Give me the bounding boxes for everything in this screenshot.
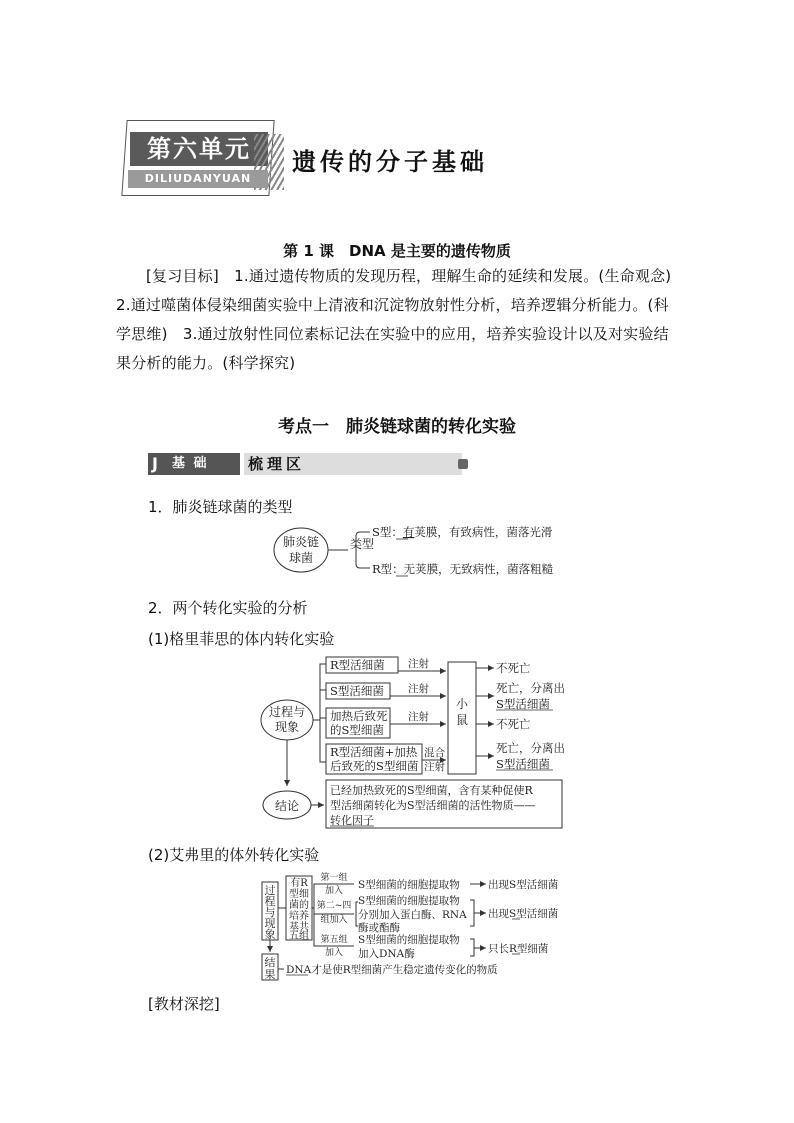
- heading-avery: (2)艾弗里的体外转化实验: [148, 846, 320, 864]
- avery-process-char: 现: [264, 917, 276, 930]
- section-bar-left-label: 基 础: [172, 456, 209, 471]
- griffith-box-s-dead-l2: 的S型细菌: [330, 723, 384, 737]
- section-bar-right-label: 梳理区: [248, 455, 306, 473]
- avery-g1-result: 出现S型活细菌: [488, 879, 559, 891]
- avery-g2-right-brace: [470, 900, 474, 926]
- griffith-inject-4: 注射: [424, 761, 445, 773]
- review-goals: [复习目标] 1.通过遗传物质的发现历程，理解生命的延续和发展。(生命观念) 2.通过噬菌体侵染细菌实验中上清液和沉淀物放射性分析，培养逻辑分析能力。(科学思维) 3.通过放射性同位素标记法在实验中的应用，培养实验设计以及对实验结果分析的能力。(科学探究): [116, 267, 687, 372]
- griffith-bracket: [320, 664, 326, 762]
- griffith-box-s-dead-l1: 加热后致死: [330, 709, 388, 723]
- griffith-box-s-live-text: S型活细菌: [330, 684, 384, 698]
- griffith-result-3: 不死亡: [496, 717, 531, 731]
- avery-diagram: [258, 868, 574, 984]
- griffith-result-1: 不死亡: [496, 661, 531, 675]
- griffith-diagram: [250, 652, 570, 834]
- griffith-result-4-l2: S型活细菌: [496, 757, 550, 771]
- unit-badge: [118, 116, 280, 198]
- textbook-deep-dive: [教材深挖]: [148, 995, 220, 1013]
- avery-group-char: 有R: [290, 878, 308, 889]
- section-bar-end-mark: [458, 459, 468, 469]
- avery-g2-sub3: 酶或酯酶: [358, 922, 400, 934]
- griffith-process-l2: 现象: [274, 720, 300, 734]
- avery-g2-sub2: 分别加入蛋白酶、RNA: [358, 909, 467, 921]
- types-r-prefix: R型：: [372, 562, 404, 576]
- avery-g3-result: 只长R型细菌: [488, 943, 549, 955]
- griffith-result-2-l1: 死亡，分离出: [496, 681, 565, 695]
- section-bar-icon: J: [152, 454, 158, 473]
- avery-result-char: 果: [264, 968, 276, 981]
- griffith-mouse-l1: 小: [455, 697, 469, 711]
- avery-g1-sub: S型细菌的细胞提取物: [358, 879, 460, 891]
- avery-g3-sub2: 加入DNA酶: [358, 948, 415, 960]
- avery-process-char: 与: [264, 906, 276, 919]
- types-s-key: 有: [402, 525, 415, 539]
- avery-g2-sub1: S型细菌的细胞提取物: [358, 895, 460, 907]
- avery-process-char: 过: [264, 884, 276, 897]
- avery-g2-bottom: 组加入: [320, 915, 348, 925]
- avery-process-char: 程: [264, 895, 276, 908]
- types-s: [372, 525, 553, 539]
- avery-group-char: 培养: [289, 911, 309, 922]
- avery-g3-sub1: S型细菌的细胞提取物: [358, 934, 460, 946]
- avery-process-chars: [265, 883, 276, 941]
- griffith-box-mix-l1: R型活细菌+加热: [330, 745, 418, 759]
- avery-group-char: 型细: [289, 889, 309, 900]
- avery-g1-bottom: 加入: [324, 886, 344, 896]
- griffith-conclusion-l2: 型活细菌转化为S型活细菌的活性物质——: [330, 799, 536, 812]
- types-r-key: 无: [403, 562, 416, 576]
- griffith-box-mix-l2: 后致死的S型细菌: [330, 759, 419, 773]
- griffith-conclusion-l1: 已经加热致死的S型细菌，含有某种促使R: [330, 784, 533, 797]
- griffith-conclusion-label: 结论: [274, 799, 300, 813]
- avery-group-char: 菌的: [289, 900, 309, 911]
- griffith-inject-2: 注射: [408, 683, 429, 695]
- unit-subject: 遗传的分子基础: [292, 148, 488, 176]
- avery-g3-right-brace: [470, 939, 474, 956]
- section-bar: [148, 453, 470, 475]
- heading-experiments: 2．两个转化实验的分析: [148, 599, 308, 617]
- unit-title: 第六单元: [147, 135, 251, 163]
- avery-g2-top: 第二~四: [316, 901, 352, 911]
- heading-types: 1．肺炎链球菌的类型: [148, 498, 293, 516]
- griffith-process-l1: 过程与: [268, 705, 306, 719]
- avery-branch-bracket: [314, 884, 318, 946]
- unit-pinyin: DILIUDANYUAN: [128, 170, 268, 188]
- types-r-rest: 荚膜，无致病性，菌落粗糙: [415, 562, 554, 576]
- griffith-inject-1: 注射: [408, 658, 429, 670]
- types-s-rest: 荚膜，有致病性，菌落光滑: [414, 525, 553, 539]
- avery-group-char: 基共: [289, 922, 309, 933]
- griffith-mouse-l2: 鼠: [455, 713, 469, 727]
- avery-group-char: 五组: [289, 931, 309, 942]
- types-center-line1: 肺炎链: [282, 535, 320, 549]
- avery-result-char: 结: [264, 956, 276, 969]
- types-r: [372, 562, 554, 576]
- griffith-mix-label: 混合: [424, 747, 445, 759]
- avery-g1-top: 第一组: [320, 873, 348, 883]
- griffith-result-2-l2: S型活细菌: [496, 697, 550, 711]
- avery-result-text: DNA才是使R型细菌产生稳定遗传变化的物质: [286, 964, 498, 976]
- avery-g2-result: 出现S型活细菌: [488, 908, 559, 920]
- griffith-result-4-l1: 死亡，分离出: [496, 741, 565, 755]
- griffith-conclusion-l3: 转化因子: [330, 814, 374, 827]
- heading-griffith: (1)格里菲思的体内转化实验: [148, 630, 335, 648]
- types-s-prefix: S型：: [372, 525, 403, 539]
- types-diagram: [270, 518, 570, 588]
- griffith-inject-3: 注射: [408, 711, 429, 723]
- topic-title: 考点一 肺炎链球菌的转化实验: [278, 417, 516, 437]
- types-label: 类型: [350, 537, 375, 551]
- avery-process-char: 象: [264, 928, 276, 941]
- lesson-title: 第 1 课 DNA 是主要的遗传物质: [283, 242, 511, 260]
- griffith-box-r-live-text: R型活细菌: [330, 658, 385, 672]
- types-center-line2: 球菌: [288, 551, 314, 565]
- avery-g3-bottom: 加入: [324, 948, 344, 958]
- avery-group-chars: [289, 876, 309, 942]
- avery-g3-top: 第五组: [320, 935, 348, 945]
